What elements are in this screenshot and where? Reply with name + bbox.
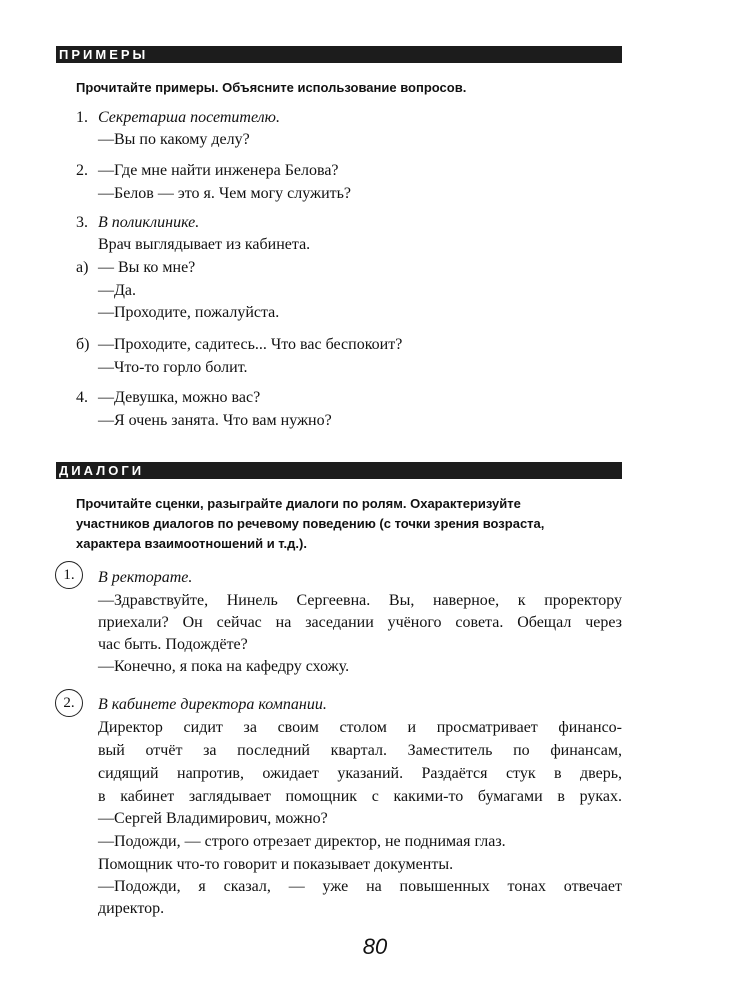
example-3b-line-1: —Проходите, садитесь... Что вас беспокоит?: [98, 336, 403, 353]
examples-task: Прочитайте примеры. Объясните использование вопросов.: [76, 80, 467, 95]
dialog-1-line-1: —Здравствуйте, Нинель Сергеевна. Вы, наверное, к проректору: [98, 592, 622, 609]
example-4-line-2: —Я очень занята. Что вам нужно?: [98, 412, 332, 429]
example-3a-line-3: —Проходите, пожалуйста.: [98, 304, 280, 321]
dialogues-task-line-1: Прочитайте сценки, разыграйте диалоги по ролям. Охарактеризуйте: [76, 496, 521, 511]
example-4-line-1: —Девушка, можно вас?: [98, 389, 261, 406]
example-3b-line-2: —Что-то горло болит.: [98, 359, 248, 376]
example-1-number: 1.: [76, 109, 88, 126]
dialog-2-heading: В кабинете директора компании.: [98, 696, 327, 713]
dialog-1-line-4: —Конечно, я пока на кафедру схожу.: [98, 658, 350, 675]
example-3-line-1: Врач выглядывает из кабинета.: [98, 236, 311, 253]
dialog-2-number-circle: 2.: [55, 689, 83, 717]
example-2-number: 2.: [76, 162, 88, 179]
dialogues-task-line-3: характера взаимоотношений и т.д.).: [76, 536, 307, 551]
dialog-2-line-3: сидящий напротив, ожидает указаний. Раздаётся стук в дверь,: [98, 765, 622, 782]
dialog-2-line-2: вый отчёт за последний квартал. Заместитель по финансам,: [98, 742, 622, 759]
example-2-line-1: —Где мне найти инженера Белова?: [98, 162, 339, 179]
dialog-2-line-1: Директор сидит за своим столом и просматривает финансо-: [98, 719, 622, 736]
example-3-heading: В поликлинике.: [98, 214, 200, 231]
dialog-1-line-2: приехали? Он сейчас на заседании учёного совета. Обещал через: [98, 614, 622, 631]
section-header-dialogues: ДИАЛОГИ: [56, 462, 622, 479]
example-3a-label: а): [76, 259, 89, 276]
example-3a-line-2: —Да.: [98, 282, 137, 299]
example-3b-label: б): [76, 336, 90, 353]
example-1-line: —Вы по какому делу?: [98, 131, 250, 148]
section-header-examples: ПРИМЕРЫ: [56, 46, 622, 63]
page-number: 80: [362, 934, 388, 959]
dialog-1-line-3: час быть. Подождёте?: [98, 636, 248, 653]
dialog-2-line-7: Помощник что-то говорит и показывает документы.: [98, 856, 454, 873]
dialog-2-line-9: директор.: [98, 900, 165, 917]
dialog-2-line-5: —Сергей Владимирович, можно?: [98, 810, 328, 827]
dialog-1-heading: В ректорате.: [98, 569, 193, 586]
example-3a-line-1: — Вы ко мне?: [98, 259, 196, 276]
dialogues-task-line-2: участников диалогов по речевому поведению (с точки зрения возраста,: [76, 516, 545, 531]
example-3-number: 3.: [76, 214, 88, 231]
example-1-heading: Секретарша посетителю.: [98, 109, 280, 126]
dialog-2-line-8: —Подожди, я сказал, — уже на повышенных тонах отвечает: [98, 878, 622, 895]
example-2-line-2: —Белов — это я. Чем могу служить?: [98, 185, 352, 202]
dialog-2-line-4: в кабинет заглядывает помощник с какими-то бумагами в руках.: [98, 788, 622, 805]
dialog-1-number-circle: 1.: [55, 561, 83, 589]
dialog-2-line-6: —Подожди, — строго отрезает директор, не поднимая глаз.: [98, 833, 506, 850]
example-4-number: 4.: [76, 389, 88, 406]
